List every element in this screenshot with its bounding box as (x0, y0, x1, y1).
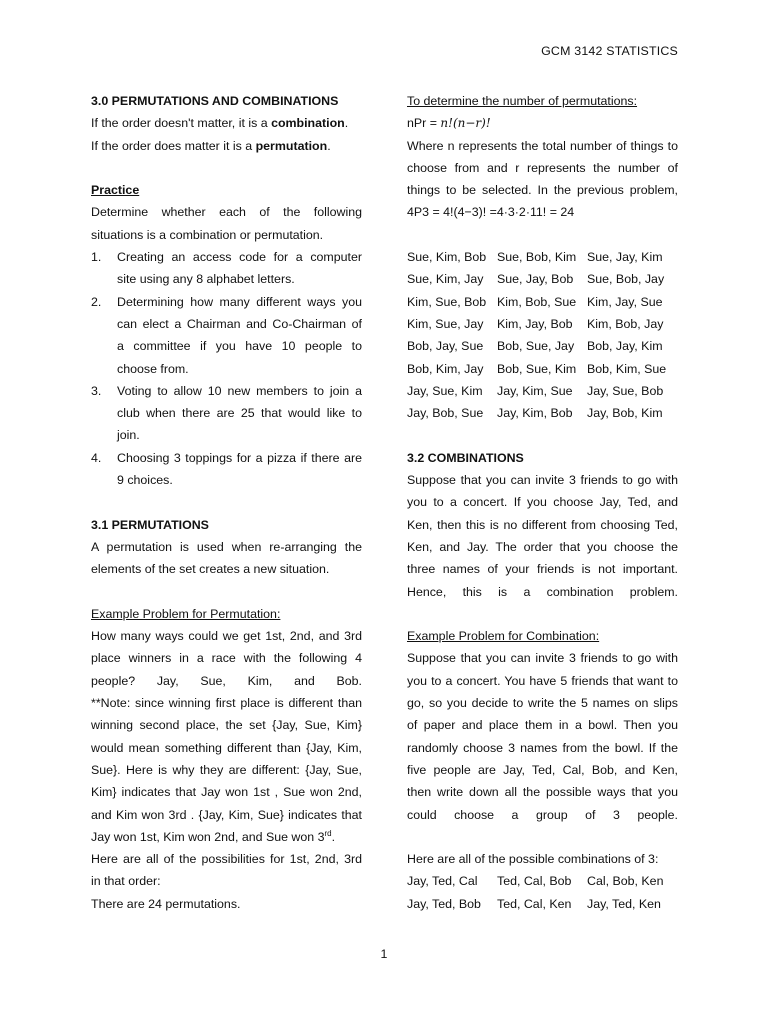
example-combination-text (407, 647, 678, 825)
example-last-line: Jay won 1st, Kim won 2nd, and Sue won 3rd. (91, 828, 336, 844)
permutation-cell: Sue, Kim, Bob (407, 250, 487, 265)
example-combination-line: randomly choose 3 names from the bowl. If the (407, 740, 678, 755)
section-title: 3.0 PERMUTATIONS AND COMBINATIONS (91, 94, 339, 108)
permutation-cell: Sue, Kim, Jay (407, 272, 484, 287)
permutations-table (407, 246, 678, 424)
practice-heading: Practice (91, 183, 140, 198)
example-combination-line: then write down all the possible ways that you (407, 785, 678, 800)
combination-cell: Jay, Ted, Ken (587, 896, 661, 911)
practice-item-text: site using any 8 alphabet letters. (117, 272, 295, 287)
formula-explanation-line: choose from and r represents the number of (407, 160, 678, 175)
example-permutation-line: and Kim won 3rd . {Jay, Kim, Sue} indicates that (91, 807, 362, 822)
permutation-cell: Jay, Kim, Sue (497, 383, 573, 398)
permutation-cell: Bob, Sue, Kim (497, 361, 577, 376)
page-header: GCM 3142 STATISTICS (541, 44, 678, 58)
combinations-table (407, 870, 678, 915)
combination-cell: Jay, Ted, Bob (407, 896, 481, 911)
permutation-cell: Jay, Sue, Kim (407, 383, 483, 398)
example-combination-line: Suppose that you can invite 3 friends to go with (407, 651, 678, 666)
permutations-heading: 3.1 PERMUTATIONS (91, 517, 209, 532)
example-permutation-line: **Note: since winning first place is different than (91, 696, 362, 711)
practice-item-text: Voting to allow 10 new members to join a (117, 383, 362, 398)
practice-item-number: 1. (91, 250, 102, 265)
permutation-cell: Bob, Kim, Sue (587, 361, 667, 376)
permutation-cell: Sue, Jay, Bob (497, 272, 574, 287)
combination-definition-line: Ken, then this is no different from choosing Ted, (407, 517, 678, 532)
combination-cell: Cal, Bob, Ken (587, 874, 664, 889)
practice-item-text: Creating an access code for a computer (117, 250, 362, 265)
practice-intro-2: situations is a combination or permutation. (91, 227, 324, 242)
permutation-cell: Bob, Kim, Jay (407, 361, 484, 376)
permutation-cell: Bob, Jay, Sue (407, 339, 484, 354)
practice-list (91, 246, 362, 491)
practice-item-text: choose from. (117, 361, 189, 376)
permutation-cell: Kim, Sue, Bob (407, 294, 487, 309)
formula-explanation-line: things to be selected. In the previous problem, (407, 183, 678, 198)
practice-item-text: 9 choices. (117, 473, 173, 488)
example-combination-line: of paper and place them in a bowl. Then you (407, 718, 678, 733)
formula-explanation-line: Where n represents the total number of things to (407, 138, 678, 153)
combination-cell: Ted, Cal, Bob (497, 874, 572, 889)
combination-definition-line: Ken, and Jay. The order that you choose the (407, 539, 678, 554)
practice-item-number: 3. (91, 383, 102, 398)
practice-item-text: club when there are 25 that would like to (117, 406, 362, 421)
example-permutation-heading: Example Problem for Permutation: (91, 606, 281, 621)
permutation-cell: Kim, Bob, Sue (497, 294, 577, 309)
right-column (407, 90, 678, 915)
formula-math: n!(n−r)! (440, 116, 491, 131)
permutation-cell: Bob, Sue, Jay (497, 339, 575, 354)
example-permutation-line: place winners in a race with the following 4 (91, 651, 362, 666)
example-combination-line: five people are Jay, Ted, Cal, Bob, and Ken, (407, 762, 678, 777)
permutation-cell: Kim, Jay, Bob (497, 316, 573, 331)
formula-calculation: 4P3 = 4!(4−3)! =4·3·2·11! = 24 (407, 205, 575, 220)
permutation-cell: Kim, Bob, Jay (587, 316, 664, 331)
example-permutation-line: How many ways could we get 1st, 2nd, and 3rd (91, 629, 362, 644)
example-permutation-text (91, 625, 362, 826)
practice-item-number: 2. (91, 294, 102, 309)
permutation-cell: Jay, Bob, Sue (407, 406, 484, 421)
practice-item-text: Choosing 3 toppings for a pizza if there are (117, 450, 362, 465)
practice-item-text: join. (117, 428, 140, 443)
combination-cell: Jay, Ted, Cal (407, 874, 478, 889)
practice-item-text: can elect a Chairman and Co-Chairman of (117, 316, 362, 331)
permutation-definition: A permutation is used when re-arranging the (91, 539, 362, 554)
permutation-cell: Kim, Sue, Jay (407, 316, 484, 331)
practice-item (91, 246, 362, 291)
permutation-cell: Jay, Bob, Kim (587, 406, 663, 421)
permutation-definition-2: elements of the set creates a new situation. (91, 562, 330, 577)
permutation-cell: Sue, Bob, Kim (497, 250, 577, 265)
permutation-count: There are 24 permutations. (91, 896, 241, 911)
example-combination-heading: Example Problem for Combination: (407, 629, 600, 644)
practice-intro: Determine whether each of the following (91, 205, 362, 220)
combinations-all-line: Here are all of the possible combinations of 3: (407, 852, 659, 867)
practice-item (91, 380, 362, 447)
possibilities-line-2: in that order: (91, 874, 161, 889)
intro-permutation: If the order does matter it is a permutation. (91, 138, 331, 153)
permutation-cell: Jay, Kim, Bob (497, 406, 573, 421)
example-permutation-line: Kim} indicates that Jay won 1st , Sue won 2nd, (91, 785, 362, 800)
combination-definition-line: you to a concert. If you choose Jay, Ted, and (407, 495, 678, 510)
left-column (91, 90, 362, 915)
formula-explanation (407, 135, 678, 202)
practice-item-number: 4. (91, 450, 102, 465)
possibilities-line: Here are all of the possibilities for 1st, 2nd, 3rd (91, 852, 362, 867)
permutation-cell: Sue, Bob, Jay (587, 272, 665, 287)
example-combination-line: go, so you decide to write the 5 names on slips (407, 696, 678, 711)
formula-heading: To determine the number of permutations: (407, 94, 638, 108)
combination-definition (407, 469, 678, 603)
combination-definition-line: Suppose that you can invite 3 friends to go with (407, 473, 678, 488)
practice-item (91, 447, 362, 492)
practice-item-text: Determining how many different ways you (117, 294, 362, 309)
combinations-heading: 3.2 COMBINATIONS (407, 450, 524, 465)
practice-item-text: a committee if you have 10 people to (117, 339, 362, 354)
example-combination-line: could choose a group of 3 people. (407, 807, 678, 822)
combination-definition-line: three names of your friends is not important. (407, 562, 678, 577)
example-permutation-line: Sue}. Here is why they are different: {Jay, Sue, (91, 762, 362, 777)
example-combination-line: you to a concert. You have 5 friends that want to (407, 673, 678, 688)
example-permutation-line: winning second place, the set {Jay, Sue, Kim} (91, 718, 362, 733)
practice-item (91, 291, 362, 380)
example-permutation-line: people? Jay, Sue, Kim, and Bob. (91, 673, 362, 688)
permutation-cell: Kim, Jay, Sue (587, 294, 663, 309)
permutation-cell: Bob, Jay, Kim (587, 339, 663, 354)
intro-combination: If the order doesn't matter, it is a combination. (91, 116, 349, 131)
example-permutation-line: would mean something different than {Jay, Kim, (91, 740, 362, 755)
combination-cell: Ted, Cal, Ken (497, 896, 572, 911)
combination-definition-line: Hence, this is a combination problem. (407, 584, 678, 599)
page-number: 1 (380, 947, 388, 961)
permutation-cell: Jay, Sue, Bob (587, 383, 664, 398)
permutation-cell: Sue, Jay, Kim (587, 250, 663, 265)
formula: nPr = n!(n−r)! (407, 116, 491, 131)
